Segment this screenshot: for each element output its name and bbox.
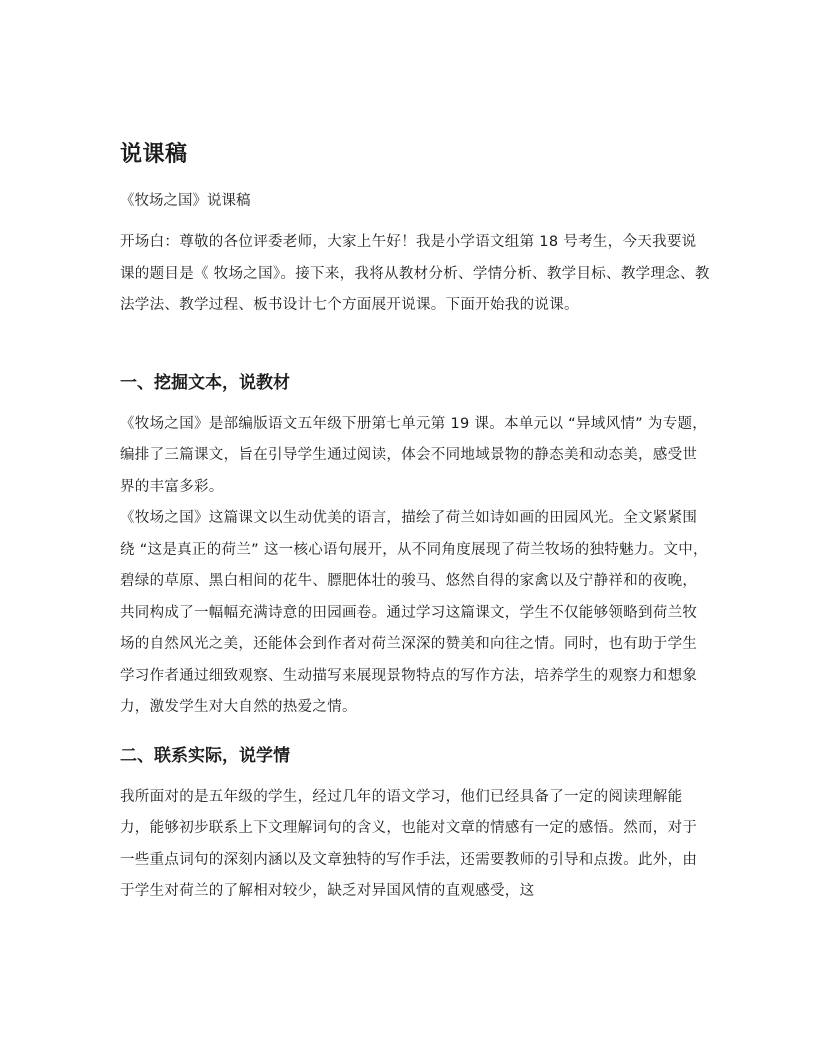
spacer xyxy=(120,322,710,369)
section-textbook xyxy=(120,369,710,724)
section-heading: 二、联系实际，说学情 xyxy=(120,745,290,766)
intro-paragraph: 开场白：尊敬的各位评委老师，大家上午好！我是小学语文组第 18 号考生，今天我要说课的题目是《 牧场之国》。接下来，我将从教材分析、学情分析、教学目标、教学理念、教法学法、教学过程、板书设计七个方面展开说课。下面开始我的说课。 xyxy=(120,234,710,313)
spacer xyxy=(120,724,710,742)
document-title: 说课稿 xyxy=(120,142,188,167)
body-paragraph: 《牧场之国》是部编版语文五年级下册第七单元第 19 课。本单元以 “异域风情” 为专题，编排了三篇课文，旨在引导学生通过阅读，体会不同地域景物的静态美和动态美，感受世界的丰富多彩。 xyxy=(120,415,708,495)
section-students xyxy=(120,742,710,908)
body-paragraph: 我所面对的是五年级的学生，经过几年的语文学习，他们已经具备了一定的阅读理解能力，能够初步联系上下文理解词句的含义，也能对文章的情感有一定的感悟。然而，对于一些重点词句的深刻内涵以及文章独特的写作手法，还需要教师的引导和点拨。此外，由于学生对荷兰的了解相对较少，缺乏对异国风情的直观感受，这 xyxy=(120,788,698,899)
section-heading: 一、挖掘文本，说教材 xyxy=(120,372,290,393)
document-body xyxy=(120,140,710,908)
document-subtitle: 《牧场之国》说课稿 xyxy=(120,193,251,209)
body-paragraph: 《牧场之国》这篇课文以生动优美的语言，描绘了荷兰如诗如画的田园风光。全文紧紧围绕 “这是真正的荷兰” 这一核心语句展开，从不同角度展现了荷兰牧场的独特魅力。文中，碧绿的草原、黑白相间的花牛、膘肥体壮的骏马、悠然自得的家禽以及宁静祥和的夜晚，共同构成了一幅幅充满诗意的田园画卷。通过学习这篇课文，学生不仅能够领略到荷兰牧场的自然风光之美，还能体会到作者对荷兰深深的赞美和向往之情。同时，也有助于学生学习作者通过细致观察、生动描写来展现景物特点的写作方法，培养学生的观察力和想象力，激发学生对大自然的热爱之情。 xyxy=(120,510,708,715)
